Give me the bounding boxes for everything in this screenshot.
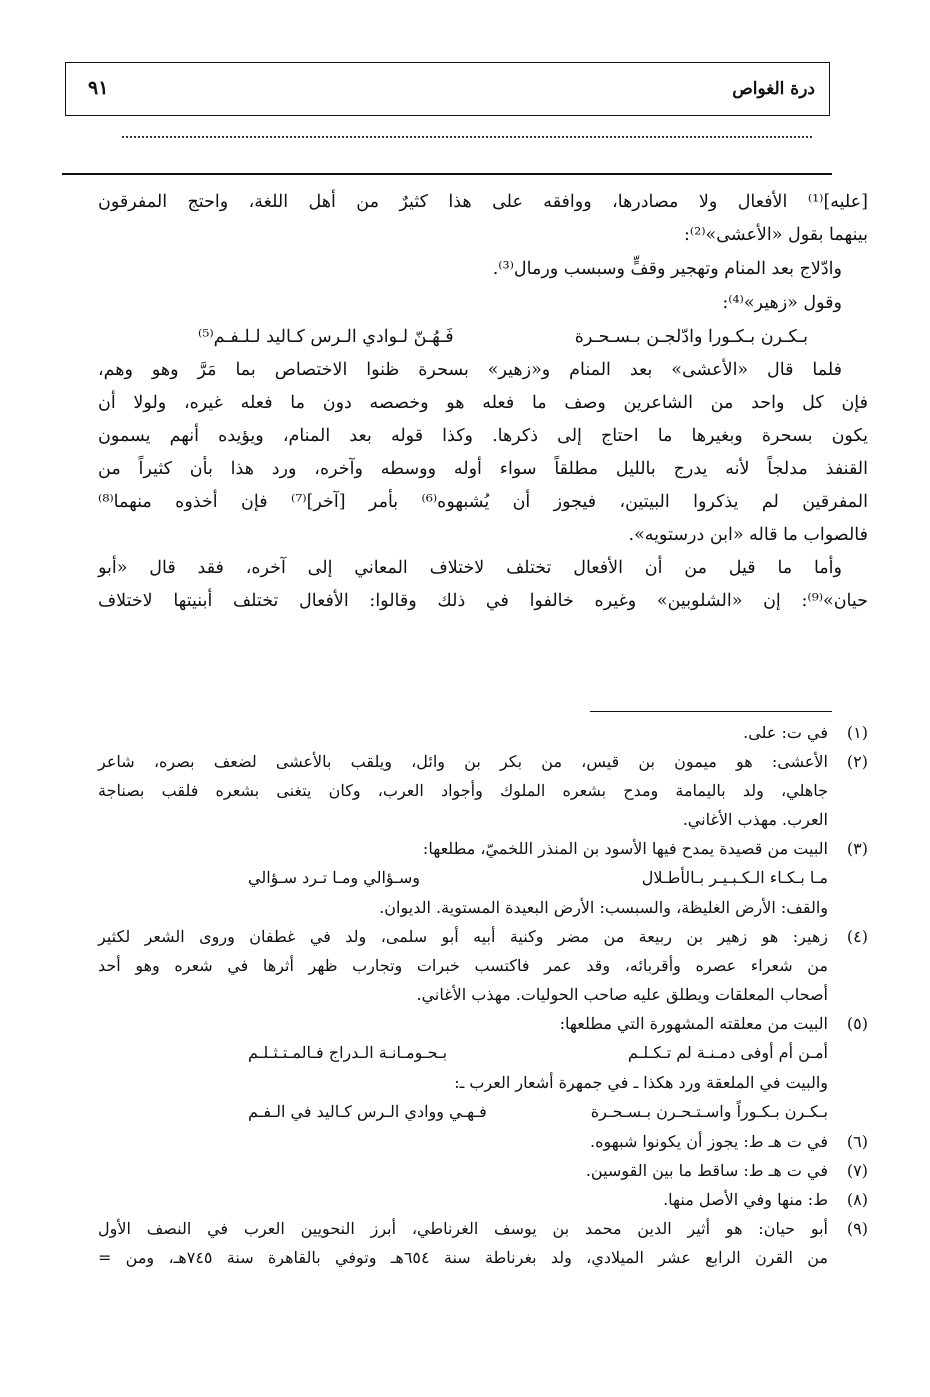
footnote-text: الأعشى: هو ميمون بن قيس، من بكر بن وائل، ويلقب بالأعشى لضعف بصره، شاعر xyxy=(98,752,828,771)
footnote-4 xyxy=(98,922,868,1009)
footnote-text: في ت هـ ط: ساقط ما بين القوسين. xyxy=(585,1161,828,1180)
hemistich-right: أمـن أم أوفى دمـنـة لم تـكـلـم xyxy=(627,1043,828,1062)
footnote-text: في ت: على. xyxy=(743,723,828,742)
hemistich-right: بـكـرن بـكـورا وادّلجـن بـسـحـرة xyxy=(574,327,808,347)
footnote-8 xyxy=(98,1185,868,1214)
page-number: ٩١ xyxy=(88,77,109,99)
paragraph-3-line: وأما ما قيل من أن الأفعال تختلف لاختلاف المعاني إلى آخره، فقد قال «أبو xyxy=(98,558,842,578)
footnote-verse xyxy=(98,1097,828,1127)
footnote-text: من القرن الرابع عشر الميلادي، ولد بغرناطة سنة ٦٥٤هـ وتوفي بالقاهرة سنة ٧٤٥هـ، ومن = xyxy=(98,1248,829,1267)
footnote-5 xyxy=(98,1009,868,1127)
footnote-text: أصحاب المعلقات ويطلق عليه صاحب الحوليات. مهذب الأغاني. xyxy=(416,985,828,1004)
footnote-2 xyxy=(98,747,868,834)
footnote-number: (٦) xyxy=(846,1132,868,1151)
footnote-9 xyxy=(98,1214,868,1272)
top-rule xyxy=(62,173,832,175)
footnote-text: من شعراء عصره وأقربائه، وقد عمر فاكتسب خبرات وتجارب ظهر أثرها في شعره وهو أحد xyxy=(98,956,828,975)
couplet-zuhair xyxy=(98,320,868,354)
footnote-text: العرب. مهذب الأغاني. xyxy=(682,810,828,829)
paragraph-2-line: فلما قال «الأعشى» بعد المنام و«زهير» بسحرة ظنوا الاختصاص بما مَرَّ وهو وهم، xyxy=(98,360,842,380)
running-title: درة الغواص xyxy=(732,79,815,99)
hemistich-right: مـا بـكـاء الـكـبـيـر بـالأطـلال xyxy=(641,868,828,887)
footnote-number: (٤) xyxy=(846,927,868,946)
hemistich-left: وسـؤالي ومـا تـرد سـؤالي xyxy=(248,868,420,887)
main-text xyxy=(98,186,868,618)
footnote-number: (٥) xyxy=(846,1014,868,1033)
footnote-verse xyxy=(98,1038,828,1068)
hemistich-left: فَـهُـنّ لـوادي الـرس كـاليد لـلـفـم⁽⁵⁾ xyxy=(198,327,454,347)
footnote-number: (٨) xyxy=(846,1190,868,1209)
paragraph-2-line: المفرقين لم يذكروا البيتين، فيجوز أن يُشبهوه⁽⁶⁾ بأمر [آخر]⁽⁷⁾ فإن أخذوه منهما⁽⁸⁾ xyxy=(98,492,868,512)
hemistich-right: بـكـرن بـكـوراً واسـتـحـرن بـسـحـرة xyxy=(590,1102,828,1121)
paragraph-3-line: حيان»⁽⁹⁾: إن «الشلوبين» وغيره خالفوا في ذلك وقالوا: الأفعال تختلف أبنيتها لاختلاف xyxy=(98,591,868,611)
footnote-text: البيت من قصيدة يمدح فيها الأسود بن المنذر اللخميّ، مطلعها: xyxy=(422,839,828,858)
verse-alasha: وادّلاج بعد المنام وتهجير وقفٍّ وسبسب ورمال⁽³⁾. xyxy=(492,259,842,279)
footnote-text: أبو حيان: هو أثير الدين محمد بن يوسف الغرناطي، أبرز النحويين العرب في النصف الأول xyxy=(98,1219,828,1238)
verse-intro-zuhair: وقول «زهير»⁽⁴⁾: xyxy=(722,293,842,313)
footnote-text: البيت من معلقته المشهورة التي مطلعها: xyxy=(559,1014,828,1033)
footnote-text: في ت هـ ط: يجوز أن يكونوا شبهوه. xyxy=(590,1132,828,1151)
footnote-text: زهير: هو زهير بن ربيعة من مضر وكنية أبيه أبو سلمى، ولد في غطفان وروى الشعر لكثير xyxy=(98,927,828,946)
footnote-1 xyxy=(98,718,868,747)
footnote-text: جاهلي، ولد باليمامة ومدح بشعره الملوك وأجواد العرب، وكان يتغنى بشعره فلقب بصناجة xyxy=(98,781,828,800)
footnote-number: (٣) xyxy=(846,839,868,858)
footnote-3 xyxy=(98,834,868,922)
footnote-rule xyxy=(590,711,832,712)
paragraph-2-line: فإن كل واحد من الشاعرين وصف ما فعله هو وخصصه دون ما فعله غيره، ولولا أن xyxy=(98,393,868,413)
hemistich-left: فـهـي ووادي الـرس كـاليد في الـفـم xyxy=(248,1102,487,1121)
paragraph-1-line-2: بينهما بقول «الأعشى»⁽²⁾: xyxy=(684,225,868,245)
footnote-text: ط: منها وفي الأصل منها. xyxy=(663,1190,828,1209)
hemistich-left: بـحـومـانـة الـدراج فـالمـتـثـلـم xyxy=(248,1043,448,1062)
footnote-7 xyxy=(98,1156,868,1185)
paragraph-2-line: فالصواب ما قاله «ابن درستويه». xyxy=(628,525,868,545)
footnote-number: (١) xyxy=(846,723,868,742)
footnotes xyxy=(98,718,868,1272)
footnote-6 xyxy=(98,1127,868,1156)
footnote-number: (٧) xyxy=(846,1161,868,1180)
footnote-text: والقف: الأرض الغليظة، والسبسب: الأرض البعيدة المستوية. الديوان. xyxy=(379,898,828,917)
footnote-verse xyxy=(98,863,828,893)
dotted-separator xyxy=(122,136,812,138)
paragraph-2-line: القنفذ مدلجاً لأنه يدرج بالليل مطلقاً سواء أوله ووسطه وآخره، ورد هذا بأن كثيراً من xyxy=(98,459,868,479)
footnote-text: والبيت في الملعقة ورد هكذا ـ في جمهرة أشعار العرب ـ: xyxy=(454,1073,828,1092)
footnote-number: (٢) xyxy=(846,752,868,771)
page-header xyxy=(65,62,830,116)
paragraph-1-line-1: [عليه]⁽¹⁾ الأفعال ولا مصادرها، ووافقه على هذا كثيرٌ من أهل اللغة، واحتج المفرقون xyxy=(98,192,868,212)
paragraph-2-line: يكون بسحرة وبغيرها ما احتاج إلى ذكرها. وكذا قوله بعد المنام، ويؤيده أنهم يسمون xyxy=(98,426,868,446)
footnote-number: (٩) xyxy=(846,1219,868,1238)
